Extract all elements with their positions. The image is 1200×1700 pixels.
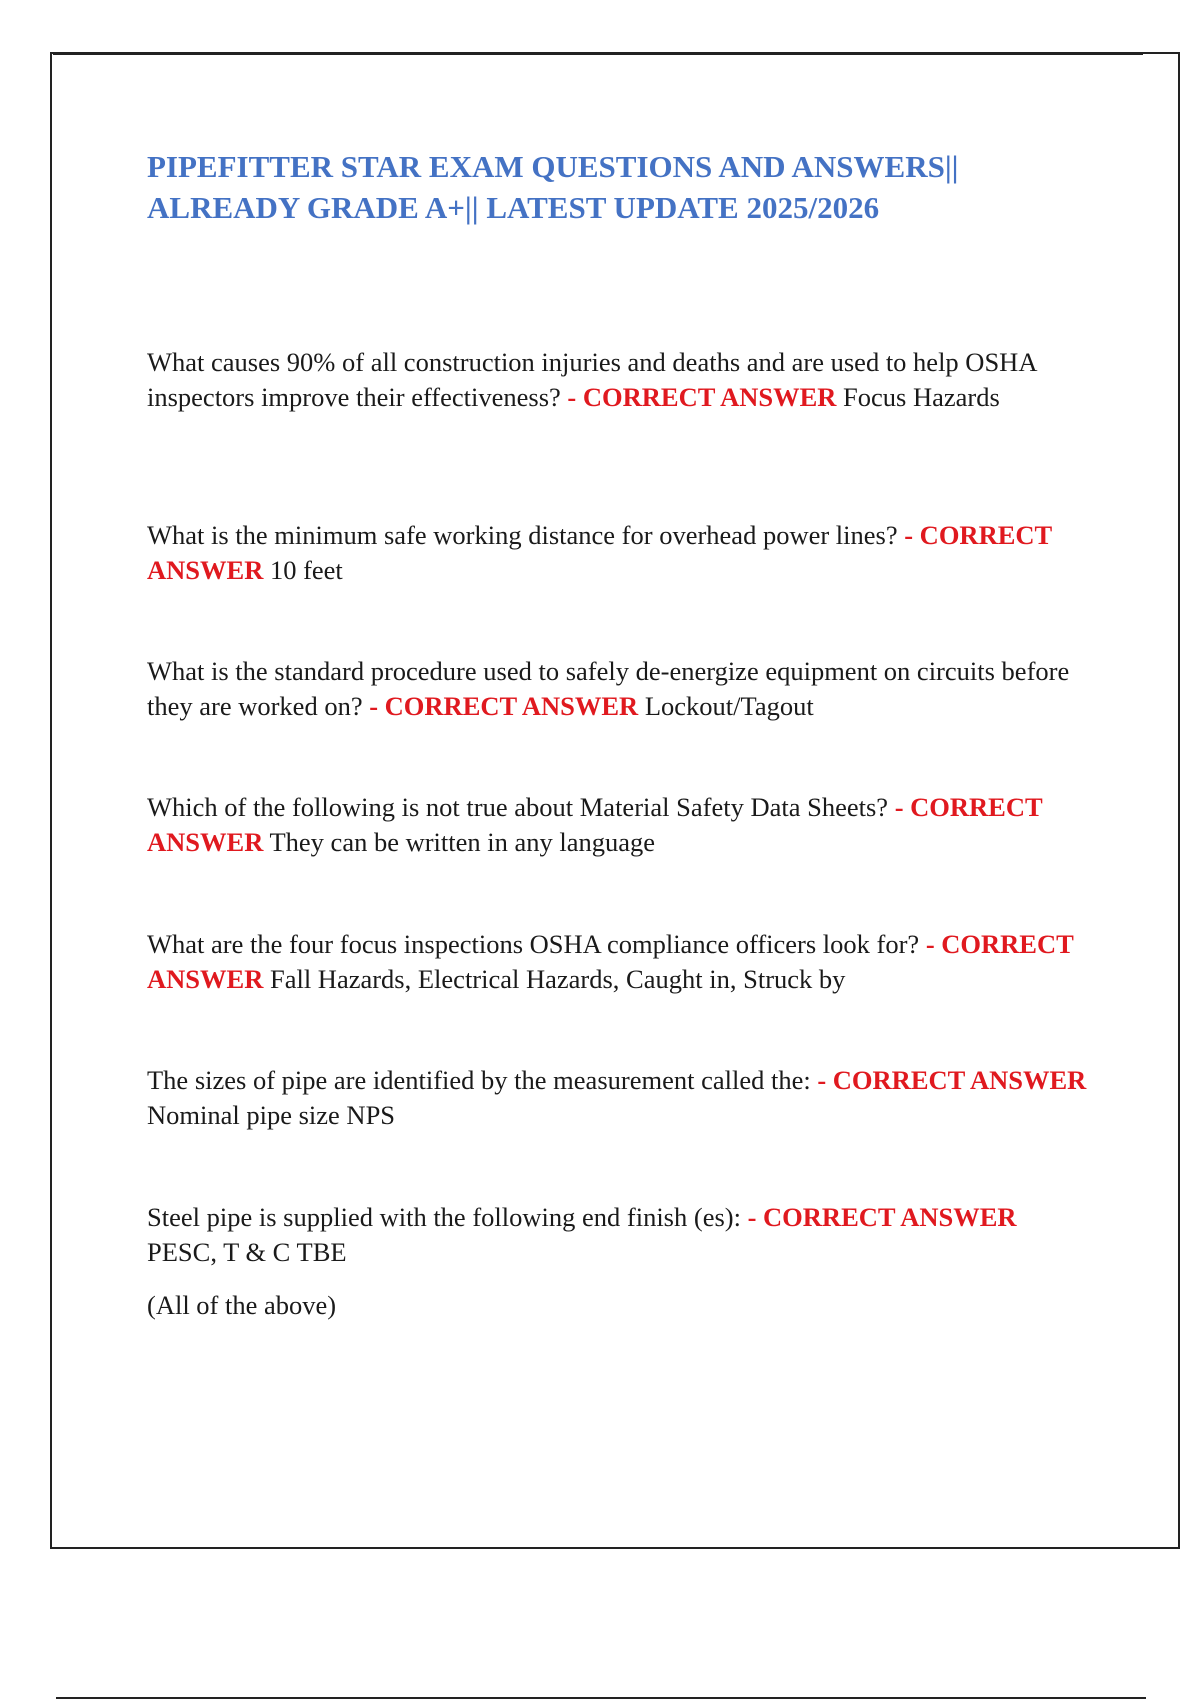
- answer-text: PESC, T & C TBE: [147, 1237, 347, 1267]
- qa-item-4: [147, 790, 1087, 860]
- correct-answer-label: - CORRECT ANSWER: [369, 691, 639, 721]
- qa-item-7: [147, 1200, 1087, 1270]
- bottom-rule: [56, 1697, 1146, 1699]
- question-text: What causes 90% of all construction injuries and deaths and are used to help OSHA inspectors improve their effectiveness?: [147, 347, 1036, 412]
- question-text: What is the standard procedure used to safely de-energize equipment on circuits before they are worked on?: [147, 656, 1070, 721]
- answer-text: Fall Hazards, Electrical Hazards, Caught in, Struck by: [269, 964, 846, 994]
- title-line-1: PIPEFITTER STAR EXAM QUESTIONS AND ANSWERS||: [147, 149, 959, 184]
- document-title: [147, 146, 1047, 228]
- correct-answer-label: - CORRECT ANSWER: [147, 792, 1043, 857]
- correct-answer-label: - CORRECT ANSWER: [817, 1065, 1087, 1095]
- question-text: Which of the following is not true about Material Safety Data Sheets?: [147, 792, 889, 822]
- title-line-2: ALREADY GRADE A+|| LATEST UPDATE 2025/2026: [147, 190, 880, 225]
- answer-note: (All of the above): [147, 1290, 337, 1320]
- question-text: The sizes of pipe are identified by the measurement called the:: [147, 1065, 811, 1095]
- qa-item-3: [147, 654, 1087, 724]
- correct-answer-label: - CORRECT ANSWER: [147, 520, 1052, 585]
- correct-answer-label: - CORRECT ANSWER: [147, 929, 1074, 994]
- qa-item-5: [147, 927, 1087, 997]
- answer-text: Focus Hazards: [843, 382, 1000, 412]
- question-text: What is the minimum safe working distance for overhead power lines?: [147, 520, 898, 550]
- correct-answer-label: - CORRECT ANSWER: [747, 1202, 1017, 1232]
- qa-item-1: [147, 345, 1087, 415]
- correct-answer-label: - CORRECT ANSWER: [567, 382, 837, 412]
- question-text: Steel pipe is supplied with the following end finish (es):: [147, 1202, 741, 1232]
- qa-item-2: [147, 518, 1087, 588]
- question-text: What are the four focus inspections OSHA compliance officers look for?: [147, 929, 920, 959]
- answer-text: Nominal pipe size NPS: [147, 1100, 396, 1130]
- answer-text: Lockout/Tagout: [644, 691, 814, 721]
- answer-text: 10 feet: [269, 555, 343, 585]
- answer-text: They can be written in any language: [269, 827, 656, 857]
- qa-item-6: [147, 1063, 1087, 1133]
